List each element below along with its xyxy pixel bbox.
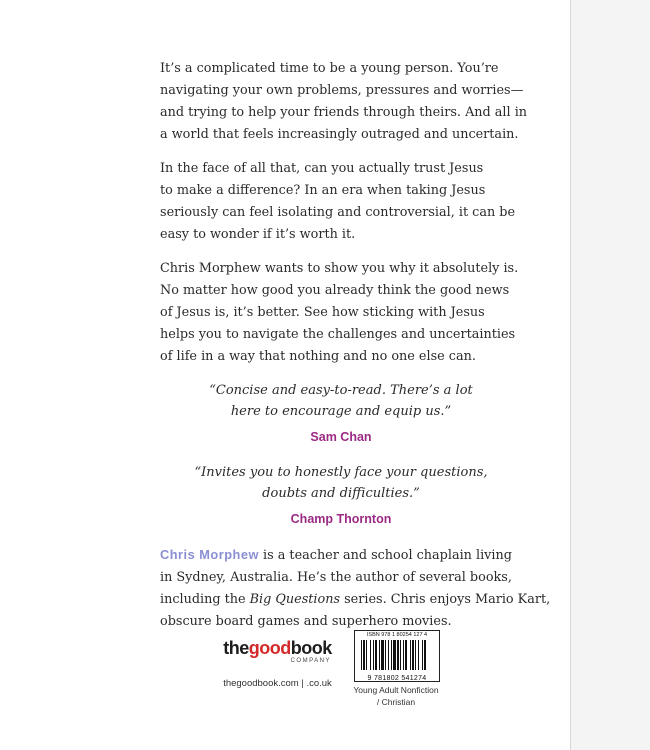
barcode-bars [355, 639, 439, 671]
text-line: to make a difference? In an era when taking Jesus [160, 183, 486, 198]
barcode-bar [403, 640, 404, 670]
quote-line: “Concise and easy-to-read. There’s a lot [209, 383, 473, 398]
endorsement-quote-2 [160, 462, 522, 504]
barcode [354, 630, 440, 682]
barcode-bar [388, 640, 389, 670]
text-line: It’s a complicated time to be a young person. You’re [160, 61, 499, 76]
publisher-block [220, 638, 335, 689]
endorsement-quote-1 [160, 380, 522, 422]
author-bio [160, 544, 551, 633]
barcode-bar [385, 640, 386, 670]
publisher-logo [220, 638, 335, 658]
barcode-bar [373, 640, 374, 670]
bio-line [160, 544, 522, 567]
logo-book: book [290, 638, 332, 658]
author-name: Chris Morphew [160, 547, 259, 562]
logo-company: COMPANY [290, 658, 331, 664]
quote-line: doubts and difficulties.” [262, 486, 420, 501]
category-line: Young Adult Nonfiction [353, 685, 439, 695]
cover-edge [570, 0, 571, 750]
description-paragraph-2 [160, 158, 522, 246]
bio-line [160, 589, 551, 611]
barcode-bar [410, 640, 411, 670]
cover-text-block [160, 58, 551, 633]
description-paragraph-3 [160, 258, 522, 368]
barcode-digits: 9 781802 541274 [367, 675, 427, 682]
barcode-bar [393, 640, 396, 670]
text-line: In the face of all that, can you actually trust Jesus [160, 161, 484, 176]
text-line: easy to wonder if it’s worth it. [160, 227, 356, 242]
bio-line: obscure board games and superhero movies. [160, 614, 452, 629]
barcode-bar [381, 640, 384, 670]
barcode-bar [379, 640, 380, 670]
barcode-bar [366, 640, 367, 670]
barcode-bar [412, 640, 414, 670]
description-paragraph-1 [160, 58, 528, 146]
category-line: / Christian [376, 697, 416, 707]
text-line: of Jesus is, it’s better. See how sticking with Jesus [160, 305, 485, 320]
barcode-bar [405, 640, 407, 670]
endorsement-author-2: Champ Thornton [290, 512, 392, 526]
bio-text: is a teacher and school chaplain living [258, 548, 512, 563]
barcode-bar [418, 640, 419, 670]
barcode-bar [391, 640, 392, 670]
text-line: helps you to navigate the challenges and uncertainties [160, 327, 516, 342]
barcode-bar [415, 640, 416, 670]
quote-line: here to encourage and equip us.” [230, 404, 452, 419]
text-line: No matter how good you already think the good news [160, 283, 510, 298]
barcode-bar [375, 640, 377, 670]
text-line: of life in a way that nothing and no one else can. [160, 349, 476, 364]
barcode-bar [424, 640, 426, 670]
barcode-bar [370, 640, 371, 670]
endorsement-author-1: Sam Chan [310, 430, 372, 444]
bio-line: in Sydney, Australia. He’s the author of several books, [160, 570, 512, 585]
barcode-bar [361, 640, 362, 670]
text-line: navigating your own problems, pressures and worries— [160, 83, 524, 98]
isbn-text: ISBN 978 1 80254 127 4 [366, 632, 428, 638]
text-line: Chris Morphew wants to show you why it absolutely is. [160, 261, 519, 276]
logo-the: the [223, 638, 249, 658]
logo-good: good [248, 638, 291, 658]
bio-text: including the [160, 592, 250, 607]
barcode-bar [400, 640, 401, 670]
publisher-website: thegoodbook.com | .co.uk [223, 678, 332, 689]
text-line: and trying to help your friends through theirs. And all in [160, 105, 528, 120]
bio-text: series. Chris enjoys Mario Kart, [340, 592, 551, 607]
category-label [350, 684, 442, 708]
barcode-bar [363, 640, 365, 670]
barcode-bar [397, 640, 399, 670]
text-line: seriously can feel isolating and controversial, it can be [160, 205, 516, 220]
text-line: a world that feels increasingly outraged and uncertain. [160, 127, 519, 142]
barcode-bar [422, 640, 423, 670]
series-title: Big Questions [249, 592, 341, 607]
quote-line: “Invites you to honestly face your questions, [194, 465, 488, 480]
